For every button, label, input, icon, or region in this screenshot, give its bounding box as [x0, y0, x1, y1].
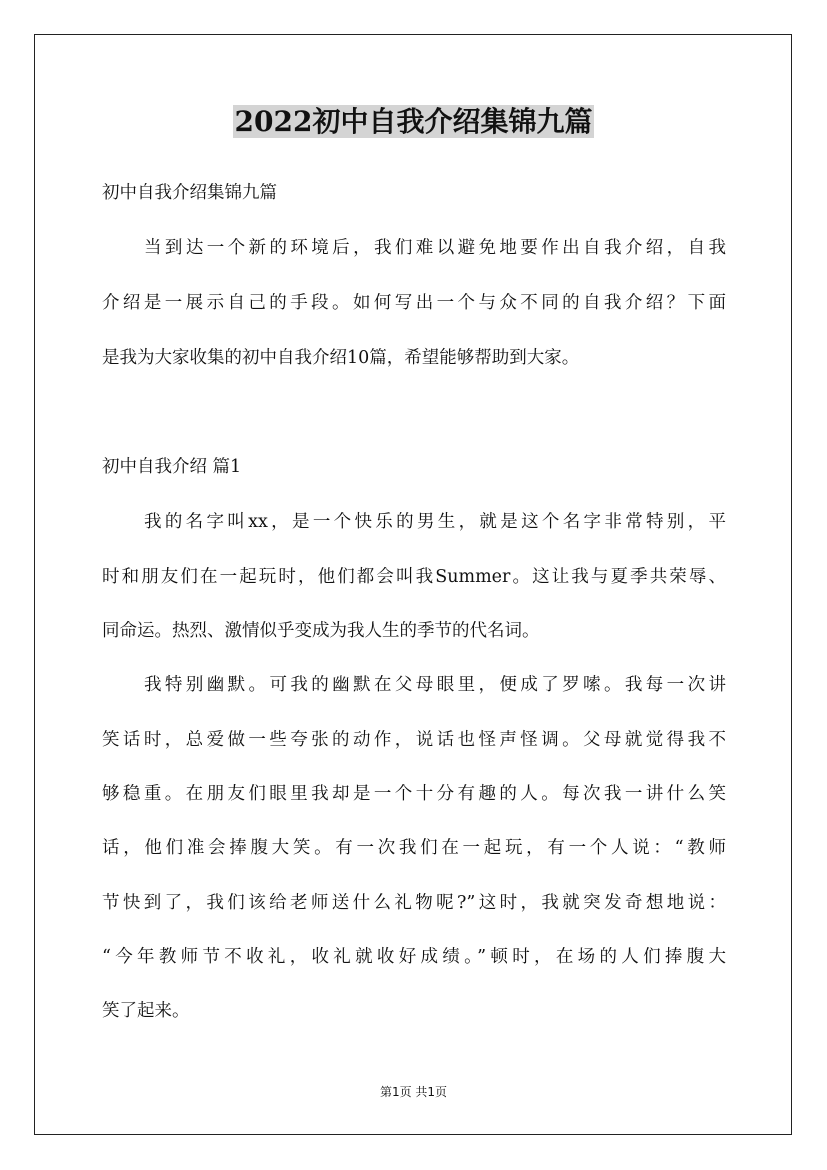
para2-line-7: 笑了起来。 — [102, 1001, 190, 1021]
para2-line-4: 话，他们准会捧腹大笑。有一次我们在一起玩，有一个人说：“教师 — [102, 838, 726, 858]
intro-line-3: 是我为大家收集的初中自我介绍10篇，希望能够帮助到大家。 — [102, 348, 580, 368]
document-title — [0, 102, 827, 142]
page-footer: 第1页 共1页 — [379, 1085, 448, 1099]
para2-line-1: 我特别幽默。可我的幽默在父母眼里，便成了罗嗦。我每一次讲 — [144, 675, 726, 695]
para1-line-2: 时和朋友们在一起玩时，他们都会叫我Summer。这让我与夏季共荣辱、 — [102, 567, 726, 587]
para1-line-3: 同命运。热烈、激情似乎变成为我人生的季节的代名词。 — [102, 621, 540, 641]
intro-line-1: 当到达一个新的环境后，我们难以避免地要作出自我介绍，自我 — [144, 238, 726, 258]
para2-line-2: 笑话时，总爱做一些夸张的动作，说话也怪声怪调。父母就觉得我不 — [102, 730, 726, 750]
para2-line-6: “今年教师节不收礼，收礼就收好成绩。”顿时，在场的人们捧腹大 — [102, 947, 726, 967]
document-subtitle: 初中自我介绍集锦九篇 — [102, 183, 277, 203]
para1-line-1: 我的名字叫xx，是一个快乐的男生，就是这个名字非常特别，平 — [144, 512, 726, 532]
document-title-text: 2022初中自我介绍集锦九篇 — [234, 105, 593, 138]
section-heading: 初中自我介绍 篇1 — [102, 457, 242, 477]
para2-line-3: 够稳重。在朋友们眼里我却是一个十分有趣的人。每次我一讲什么笑 — [102, 784, 726, 804]
intro-line-2: 介绍是一展示自己的手段。如何写出一个与众不同的自我介绍？下面 — [102, 293, 726, 313]
para2-line-5: 节快到了，我们该给老师送什么礼物呢?”这时，我就突发奇想地说： — [102, 893, 726, 913]
